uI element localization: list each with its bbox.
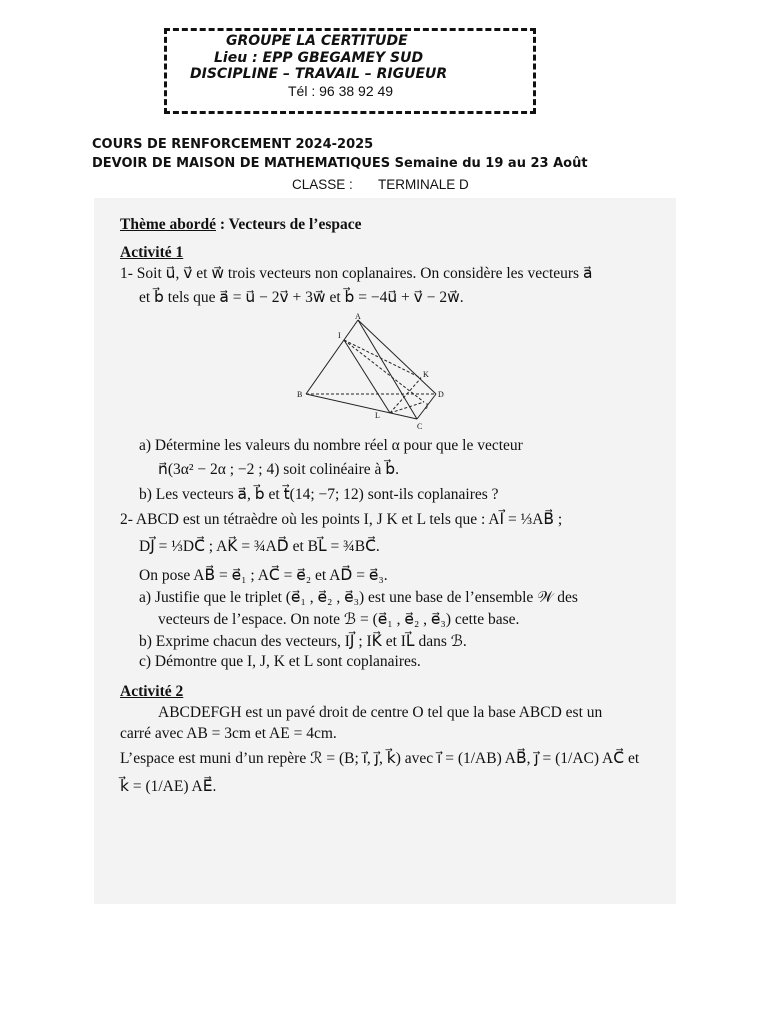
location-label: Lieu	[214, 50, 248, 66]
question-2-line-3: On pose AB⃗ = e⃗₁ ; AC⃗ = e⃗₂ et AD⃗ = e⃗₃.	[139, 567, 388, 584]
theme-line	[120, 216, 362, 234]
activity-2-line-1: ABCDEFGH est un pavé droit de centre O tel que la base ABCD est un	[158, 704, 603, 721]
question-1a-line-2: n⃗(3α² − 2α ; −2 ; 4) soit colinéaire à b⃗.	[158, 461, 399, 478]
label-i: I	[338, 331, 341, 340]
activity-2-line-2: carré avec AB = 3cm et AE = 4cm.	[120, 725, 337, 742]
label-c: C	[417, 422, 423, 431]
question-2c: c) Démontre que I, J, K et L sont coplanaires.	[139, 653, 421, 670]
activity-2-heading: Activité 2	[120, 683, 184, 700]
question-1b: b) Les vecteurs a⃗, b⃗ et t⃗(14; −7; 12) sont-ils coplanaires ?	[139, 486, 499, 503]
label-a: A	[355, 312, 361, 321]
class-value: TERMINALE D	[378, 177, 469, 192]
question-2a-line-1: a) Justifie que le triplet (e⃗₁ , e⃗₂ , e⃗₃) est une base de l’ensemble 𝒲 des	[139, 589, 578, 606]
question-2-line-1: 2- ABCD est un tétraèdre où les points I, J K et L tels que : AI⃗ = ⅓AB⃗ ;	[120, 511, 563, 528]
activity-2-line-3: L’espace est muni d’un repère ℛ = (B; i⃗, j⃗, k⃗) avec i⃗ = (1/AB) AB⃗, j⃗ = (1/AC) AC⃗ et	[120, 750, 640, 767]
question-2-line-2: DJ⃗ = ⅓DC⃗ ; AK⃗ = ¾AD⃗ et BL⃗ = ¾BC⃗.	[139, 538, 380, 555]
label-l: L	[375, 411, 380, 420]
activity-1-heading: Activité 1	[120, 244, 184, 261]
question-1a-line-1: a) Détermine les valeurs du nombre réel α pour que le vecteur	[139, 437, 523, 454]
edge-ad	[358, 320, 436, 394]
course-title: COURS DE RENFORCEMENT 2024-2025	[92, 137, 374, 152]
group-name: GROUPE LA CERTITUDE	[226, 33, 408, 49]
edge-bc	[306, 394, 417, 419]
class-label: CLASSE :	[292, 177, 353, 192]
motto: DISCIPLINE – TRAVAIL – RIGUEUR	[190, 66, 448, 82]
label-k: K	[423, 370, 429, 379]
label-b: B	[297, 390, 303, 399]
question-2b: b) Exprime chacun des vecteurs, IJ⃗ ; IK⃗ et IL⃗ dans ℬ.	[139, 633, 467, 650]
theme-value: : Vecteurs de l’espace	[219, 216, 362, 233]
assignment-title: DEVOIR DE MAISON DE MATHEMATIQUES Semaine du 19 au 23 Août	[92, 156, 588, 171]
label-j: J	[425, 402, 429, 411]
location-line	[214, 50, 423, 66]
activity-2-line-4: k⃗ = (1/AE) AE⃗.	[120, 778, 217, 795]
phone-number: Tél : 96 38 92 49	[288, 83, 394, 99]
edge-ab	[306, 320, 358, 394]
theme-label: Thème abordé	[120, 216, 217, 233]
question-1-line-2: et b⃗ tels que a⃗ = u⃗ − 2v⃗ + 3w⃗ et b⃗ = −4u⃗ + v⃗ − 2w⃗.	[139, 289, 464, 306]
question-1-line-1: 1- Soit u⃗, v⃗ et w⃗ trois vecteurs non coplanaires. On considère les vecteurs a⃗	[120, 265, 593, 282]
edge-ac	[358, 320, 417, 419]
location-value: : EPP GBEGAMEY SUD	[252, 50, 424, 66]
tetrahedron-figure	[294, 312, 444, 432]
label-d: D	[438, 390, 444, 399]
question-2a-line-2: vecteurs de l’espace. On note ℬ = (e⃗₁ , e⃗₂ , e⃗₃) cette base.	[158, 611, 520, 628]
